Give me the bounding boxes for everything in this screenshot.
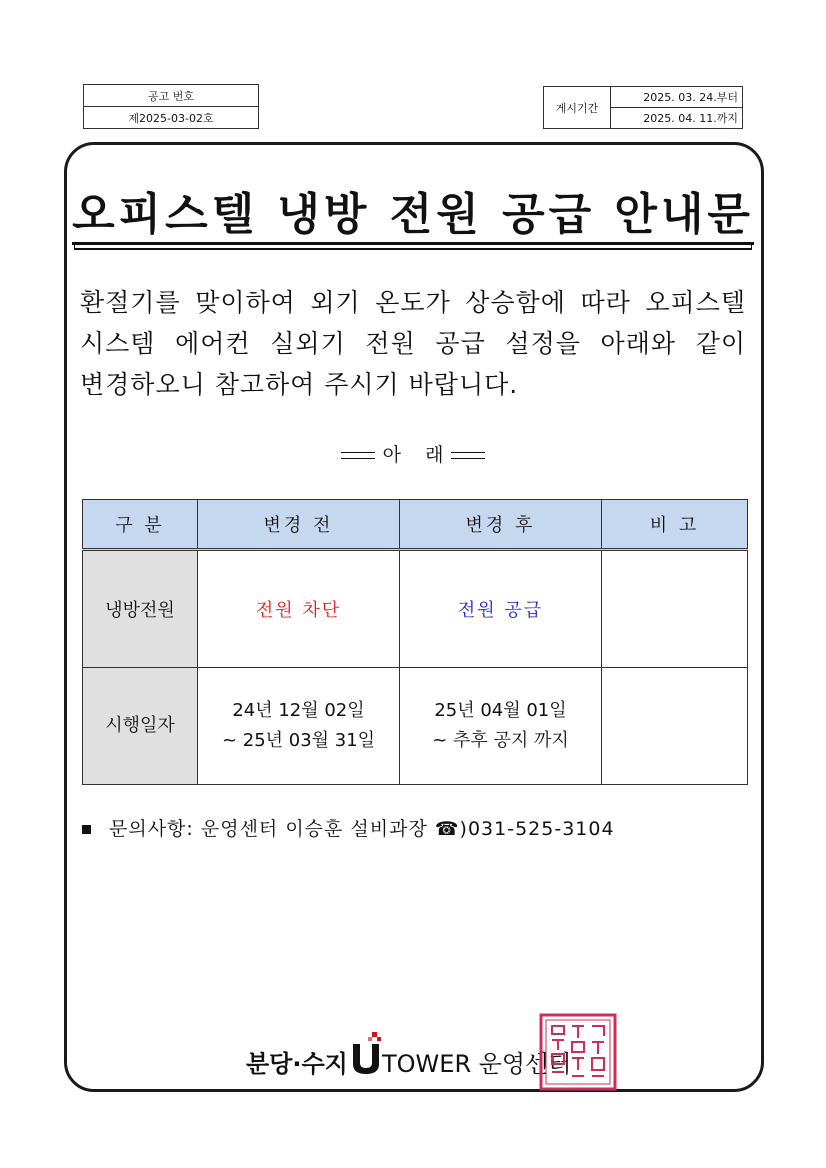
header-after: 변경 후 — [400, 500, 602, 550]
notice-number-box — [83, 84, 259, 129]
cell-note — [602, 550, 748, 668]
body-line: 변경하오니 참고하여 주시기 바랍니다. — [80, 370, 519, 399]
contact-line — [82, 814, 615, 841]
body-line: 환절기를 맞이하여 외기 온도가 상승함에 따라 오피스텔 — [80, 288, 746, 317]
body-paragraph — [80, 282, 746, 405]
notice-number: 제2025-03-02호 — [84, 107, 259, 129]
double-rule-left — [341, 452, 375, 459]
footer-prefix: 분당·수지 — [246, 1050, 348, 1078]
period-to: 2025. 04. 11.까지 — [611, 108, 743, 129]
u-tower-logo-icon — [350, 1032, 382, 1076]
official-seal-icon — [538, 1012, 618, 1092]
header-category: 구 분 — [83, 500, 198, 550]
title-text: 오피스텔 냉방 전원 공급 안내문 — [72, 178, 754, 245]
table-header-row — [83, 500, 748, 550]
table-row — [83, 668, 748, 785]
row-label: 시행일자 — [83, 668, 198, 785]
header-before: 변경 전 — [198, 500, 400, 550]
double-rule-right — [451, 452, 485, 459]
cell-line: 24년 12월 02일 — [232, 700, 365, 721]
row-label: 냉방전원 — [83, 550, 198, 668]
table-row — [83, 550, 748, 668]
cell-before: 전원 차단 — [198, 550, 400, 668]
contact-text: 문의사항: 운영센터 이승훈 설비과장 ☎)031-525-3104 — [109, 818, 615, 840]
header-note: 비 고 — [602, 500, 748, 550]
cell-before — [198, 668, 400, 785]
footer-suffix: TOWER 운영센터 — [382, 1050, 572, 1078]
cell-after: 전원 공급 — [400, 550, 602, 668]
cell-line: ~ 25년 03월 31일 — [221, 730, 376, 751]
section-label: 아 래 — [382, 444, 444, 466]
cell-after — [400, 668, 602, 785]
period-label: 게시기간 — [544, 87, 611, 129]
cell-note — [602, 668, 748, 785]
posting-period-box — [543, 86, 743, 129]
period-from: 2025. 03. 24.부터 — [611, 87, 743, 108]
section-divider — [0, 440, 826, 467]
cell-line: 25년 04월 01일 — [434, 700, 567, 721]
page-title — [0, 178, 826, 245]
change-table — [82, 499, 748, 785]
square-bullet-icon — [82, 825, 91, 834]
cell-line: ~ 추후 공지 까지 — [432, 730, 569, 751]
body-line: 시스템 에어컨 실외기 전원 공급 설정을 아래와 같이 — [80, 329, 746, 358]
notice-label: 공고 번호 — [84, 85, 259, 107]
